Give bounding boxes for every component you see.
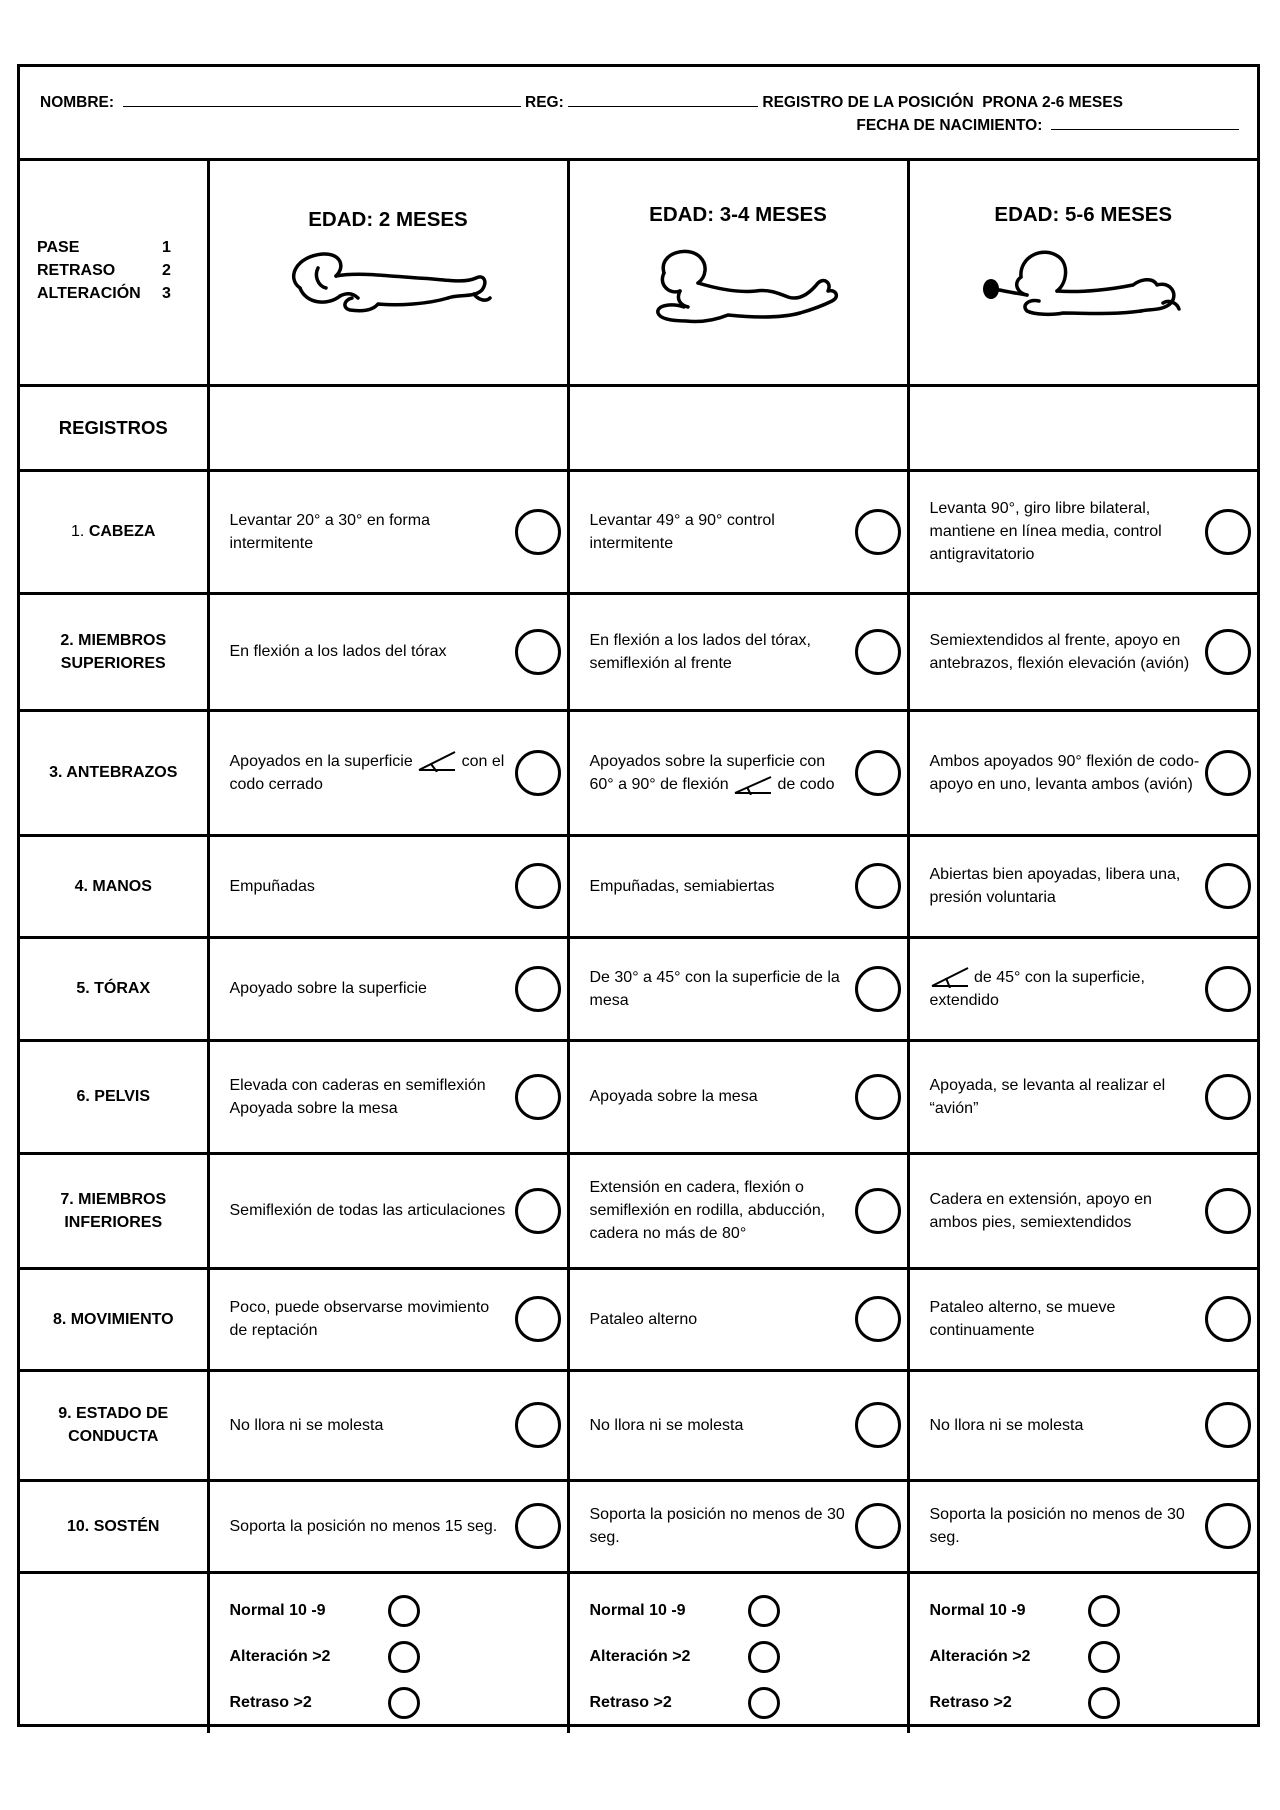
age-title: EDAD: 3-4 MESES — [649, 203, 827, 227]
row-label: 1. CABEZA — [20, 470, 208, 593]
criterion-text: Apoyados en la superficie con el codo cerrado — [230, 750, 515, 796]
legend-cell — [20, 158, 208, 385]
form-header — [20, 67, 1257, 161]
score-option-circle[interactable] — [748, 1595, 780, 1627]
score-circle[interactable] — [1205, 1402, 1251, 1448]
criterion-text: Soporta la posición no menos 15 seg. — [229, 1517, 498, 1535]
form-title: REGISTRO DE LA POSICIÓN PRONA 2-6 MESES — [762, 94, 1123, 111]
score-circle[interactable] — [515, 1074, 561, 1120]
score-circle[interactable] — [515, 1296, 561, 1342]
form-sheet — [17, 64, 1260, 1727]
assessment-table — [20, 158, 1257, 1733]
score-circle[interactable] — [515, 629, 561, 675]
score-circle[interactable] — [515, 509, 561, 555]
criterion-text: Pataleo alterno, se mueve continuamente — [929, 1299, 1116, 1339]
criterion-text: De 30° a 45° con la superficie de la mesa — [589, 968, 840, 1009]
criterion-text: Empuñadas — [229, 877, 315, 895]
score-option-circle[interactable] — [1088, 1641, 1120, 1673]
age-5-6-months-cell — [908, 158, 1257, 385]
criterion-text: Apoyada sobre la mesa — [589, 1088, 758, 1105]
angle-icon — [930, 966, 970, 988]
age-header-row — [20, 158, 1257, 385]
score-option: Alteración >2 — [930, 1634, 1258, 1680]
score-option: Alteración >2 — [590, 1634, 907, 1680]
score-option: Retraso >2 — [590, 1680, 907, 1726]
nombre-field[interactable] — [123, 93, 521, 107]
criterion-text: Apoyados sobre la superficie con 60° a 90° de flexión de codo — [590, 750, 855, 796]
criterion-text: Apoyada, se levanta al realizar el “avión” — [929, 1076, 1166, 1117]
fecha-field[interactable] — [1051, 116, 1239, 130]
score-circle[interactable] — [855, 1503, 901, 1549]
criterion-text: Elevada con caderas en semiflexión Apoyada sobre la mesa — [229, 1076, 486, 1117]
score-circle[interactable] — [1205, 1503, 1251, 1549]
table-row — [20, 937, 1257, 1040]
infant-prone-3-4-months-icon — [628, 243, 848, 333]
criterion-text: Pataleo alterno — [589, 1310, 698, 1328]
score-circle[interactable] — [855, 966, 901, 1012]
criterion-text: de 45° con la superficie, extendido — [930, 966, 1206, 1012]
score-circle[interactable] — [855, 1074, 901, 1120]
score-circle[interactable] — [1205, 863, 1251, 909]
criterion-text: Ambos apoyados 90° flexión de codo-apoyo en uno, levanta ambos (avión) — [929, 752, 1200, 793]
score-circle[interactable] — [1205, 629, 1251, 675]
score-option: Normal 10 -9 — [230, 1588, 567, 1634]
score-circle[interactable] — [1205, 1296, 1251, 1342]
score-circle[interactable] — [855, 509, 901, 555]
table-row — [20, 1040, 1257, 1153]
nombre-label: NOMBRE: — [40, 94, 115, 111]
score-option: Normal 10 -9 — [590, 1588, 907, 1634]
table-row — [20, 1480, 1257, 1572]
criterion-text: No llora ni se molesta — [229, 1416, 384, 1434]
score-circle[interactable] — [1205, 509, 1251, 555]
age-2-months-cell — [208, 158, 568, 385]
infant-prone-2-months-icon — [278, 248, 498, 328]
criterion-text: En flexión a los lados del tórax, semiflexión al frente — [589, 631, 811, 672]
table-row — [20, 835, 1257, 937]
score-circle[interactable] — [1205, 966, 1251, 1012]
age-title: EDAD: 5-6 MESES — [994, 203, 1173, 227]
criterion-text: Levantar 49° a 90° control intermitente — [589, 511, 775, 552]
legend-item: ALTERACIÓN 3 — [37, 285, 171, 303]
angle-icon — [733, 773, 773, 795]
score-circle[interactable] — [855, 750, 901, 796]
row-label: 5. TÓRAX — [20, 937, 208, 1040]
table-row — [20, 1268, 1257, 1370]
score-circle[interactable] — [515, 1402, 561, 1448]
score-option-circle[interactable] — [748, 1641, 780, 1673]
legend — [20, 236, 207, 305]
age-3-4-months-cell — [568, 158, 908, 385]
infant-prone-5-6-months-icon — [973, 243, 1193, 333]
criterion-text: Extensión en cadera, flexión o semiflexión en rodilla, abducción, cadera no más de 80° — [589, 1179, 826, 1242]
criterion-text: No llora ni se molesta — [589, 1416, 744, 1434]
total-score-group — [910, 1574, 1258, 1733]
score-option-circle[interactable] — [748, 1687, 780, 1719]
legend-item: PASE 1 — [37, 239, 171, 257]
criterion-text: Levanta 90°, giro libre bilateral, mantiene en línea media, control antigravitatorio — [929, 500, 1162, 563]
score-circle[interactable] — [855, 629, 901, 675]
total-score-group — [210, 1574, 567, 1733]
score-circle[interactable] — [1205, 1074, 1251, 1120]
score-circle[interactable] — [515, 863, 561, 909]
criterion-text: Abiertas bien apoyadas, libera una, presión voluntaria — [929, 866, 1181, 906]
score-option-circle[interactable] — [1088, 1687, 1120, 1719]
header-line-2 — [856, 116, 1239, 135]
row-label: 4. MANOS — [20, 835, 208, 937]
criterion-text: Soporta la posición no menos de 30 seg. — [589, 1506, 845, 1546]
criterion-text: Poco, puede observarse movimiento de reptación — [229, 1299, 490, 1339]
score-circle[interactable] — [855, 1402, 901, 1448]
angle-icon — [417, 750, 457, 772]
table-row — [20, 470, 1257, 593]
score-option: Retraso >2 — [230, 1680, 567, 1726]
score-option-circle[interactable] — [388, 1641, 420, 1673]
score-circle[interactable] — [1205, 1188, 1251, 1234]
score-option: Normal 10 -9 — [930, 1588, 1258, 1634]
reg-label: REG: — [525, 94, 564, 111]
score-circle[interactable] — [515, 966, 561, 1012]
criterion-text: En flexión a los lados del tórax — [229, 643, 447, 660]
registros-row — [20, 385, 1257, 470]
score-circle[interactable] — [515, 1503, 561, 1549]
header-line-1 — [40, 93, 1123, 112]
totals-row — [20, 1572, 1257, 1733]
criterion-text: Cadera en extensión, apoyo en ambos pies, semiextendidos — [929, 1190, 1152, 1231]
fecha-label: FECHA DE NACIMIENTO: — [856, 117, 1043, 134]
criterion-text: Semiflexión de todas las articulaciones — [229, 1202, 506, 1219]
row-label: 3. ANTEBRAZOS — [20, 710, 208, 835]
row-label: 10. SOSTÉN — [20, 1480, 208, 1572]
age-title: EDAD: 2 MESES — [308, 208, 468, 232]
table-row — [20, 710, 1257, 835]
score-option: Retraso >2 — [930, 1680, 1258, 1726]
row-label: 8. MOVIMIENTO — [20, 1268, 208, 1370]
score-circle[interactable] — [855, 863, 901, 909]
score-circle[interactable] — [515, 1188, 561, 1234]
criterion-text: Soporta la posición no menos de 30 seg. — [929, 1506, 1185, 1546]
criterion-text: Semiextendidos al frente, apoyo en antebrazos, flexión elevación (avión) — [929, 631, 1190, 672]
table-row — [20, 1153, 1257, 1268]
score-circle[interactable] — [855, 1296, 901, 1342]
score-option-circle[interactable] — [388, 1595, 420, 1627]
criterion-text: Empuñadas, semiabiertas — [589, 877, 775, 895]
criterion-text: Apoyado sobre la superficie — [229, 980, 427, 997]
row-label: 7. MIEMBROS INFERIORES — [20, 1153, 208, 1268]
criterion-text: No llora ni se molesta — [929, 1416, 1084, 1434]
total-score-group — [570, 1574, 907, 1733]
row-label: 2. MIEMBROS SUPERIORES — [20, 593, 208, 710]
table-row — [20, 593, 1257, 710]
reg-field[interactable] — [568, 93, 758, 107]
score-circle[interactable] — [855, 1188, 901, 1234]
row-label: 9. ESTADO DE CONDUCTA — [20, 1370, 208, 1480]
score-circle[interactable] — [1205, 750, 1251, 796]
legend-item: RETRASO 2 — [37, 262, 171, 280]
score-circle[interactable] — [515, 750, 561, 796]
row-label: 6. PELVIS — [20, 1040, 208, 1153]
registros-label: REGISTROS — [20, 385, 208, 470]
criterion-text: Levantar 20° a 30° en forma intermitente — [229, 511, 430, 552]
score-option-circle[interactable] — [1088, 1595, 1120, 1627]
score-option: Alteración >2 — [230, 1634, 567, 1680]
table-row — [20, 1370, 1257, 1480]
score-option-circle[interactable] — [388, 1687, 420, 1719]
